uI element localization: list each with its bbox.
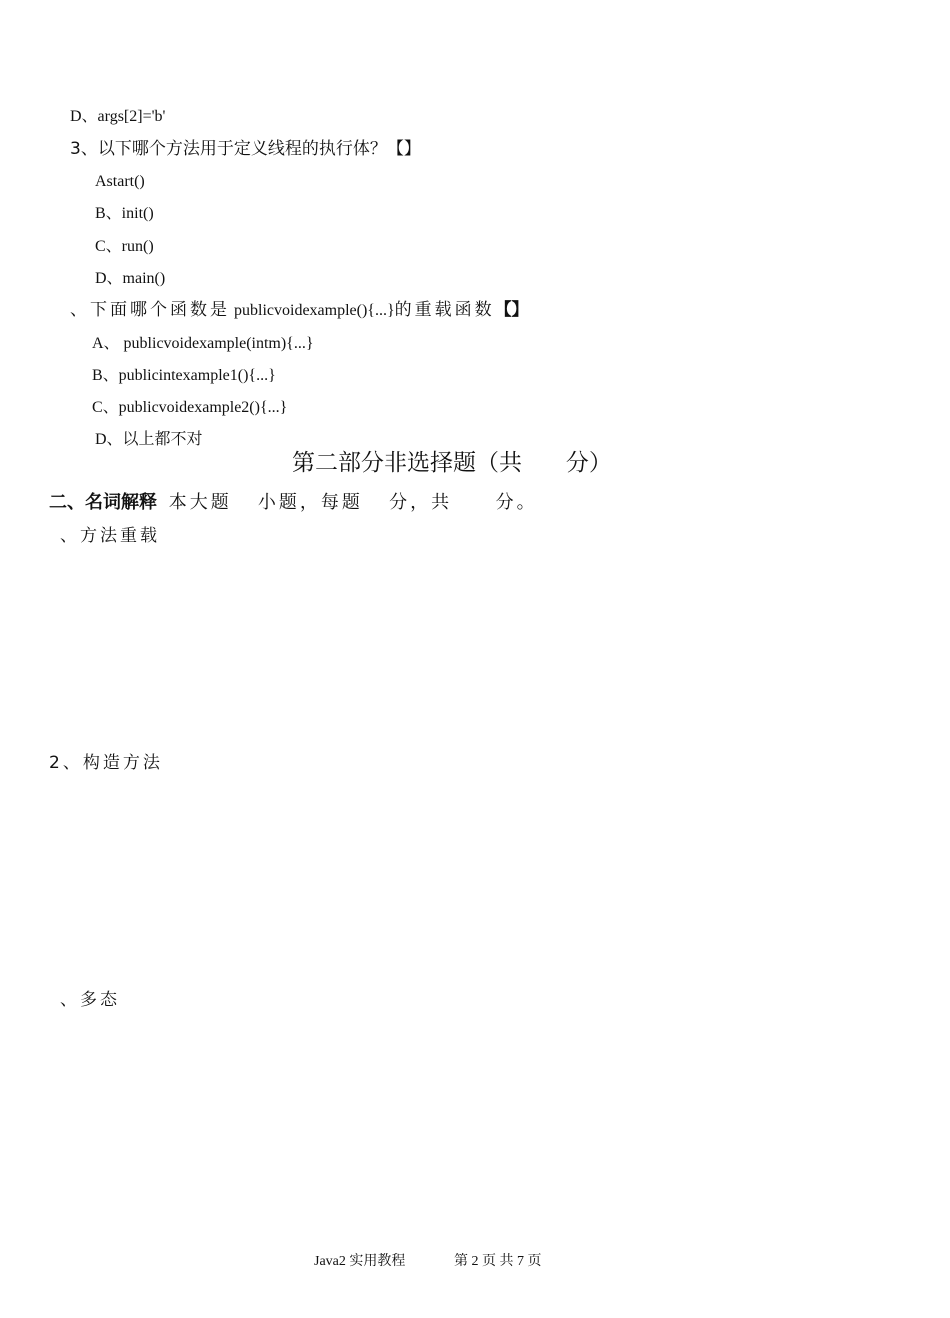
part2-title: 第二部分非选择题（共 分）: [292, 450, 612, 476]
q4-option-d: D、以上都不对: [95, 431, 203, 448]
q3-option-c: C、run(): [95, 238, 154, 255]
q3-option-b: B、init(): [95, 205, 154, 222]
q4-stem: [70, 300, 529, 321]
q3-option-d: D、main(): [95, 270, 166, 287]
q4-option-b: B、publicintexample1(){...}: [92, 367, 276, 384]
q4-stem-bracket: 【】: [494, 300, 529, 320]
footer-page-number: 第 2 页 共 7 页: [454, 1254, 542, 1269]
section2-heading: 二、名词解释: [49, 492, 157, 513]
q3-stem: 3、以下哪个方法用于定义线程的执行体？【】: [70, 139, 421, 159]
q4-stem-code: publicvoidexample(){...}: [234, 302, 395, 319]
q3-option-a: Astart(): [95, 173, 145, 190]
q4-option-a: A、 publicvoidexample(intm){...}: [92, 335, 314, 352]
footer-course: Java2 实用教程: [314, 1254, 406, 1269]
section2-header: [49, 492, 538, 514]
q4-stem-prefix: 、下面哪个函数是: [70, 300, 230, 320]
section2-instruction: 本大题 小题，每题 分，共 分。: [168, 492, 538, 513]
term-polymorphism: 、多态: [60, 990, 120, 1010]
q4-stem-suffix: 的重载函数: [394, 300, 495, 320]
term-constructor: 2、构造方法: [49, 753, 163, 773]
term-method-overloading: 、方法重载: [60, 526, 160, 546]
q4-option-c: C、publicvoidexample2(){...}: [92, 399, 288, 416]
q2-option-d: D、args[2]='b': [70, 108, 166, 125]
